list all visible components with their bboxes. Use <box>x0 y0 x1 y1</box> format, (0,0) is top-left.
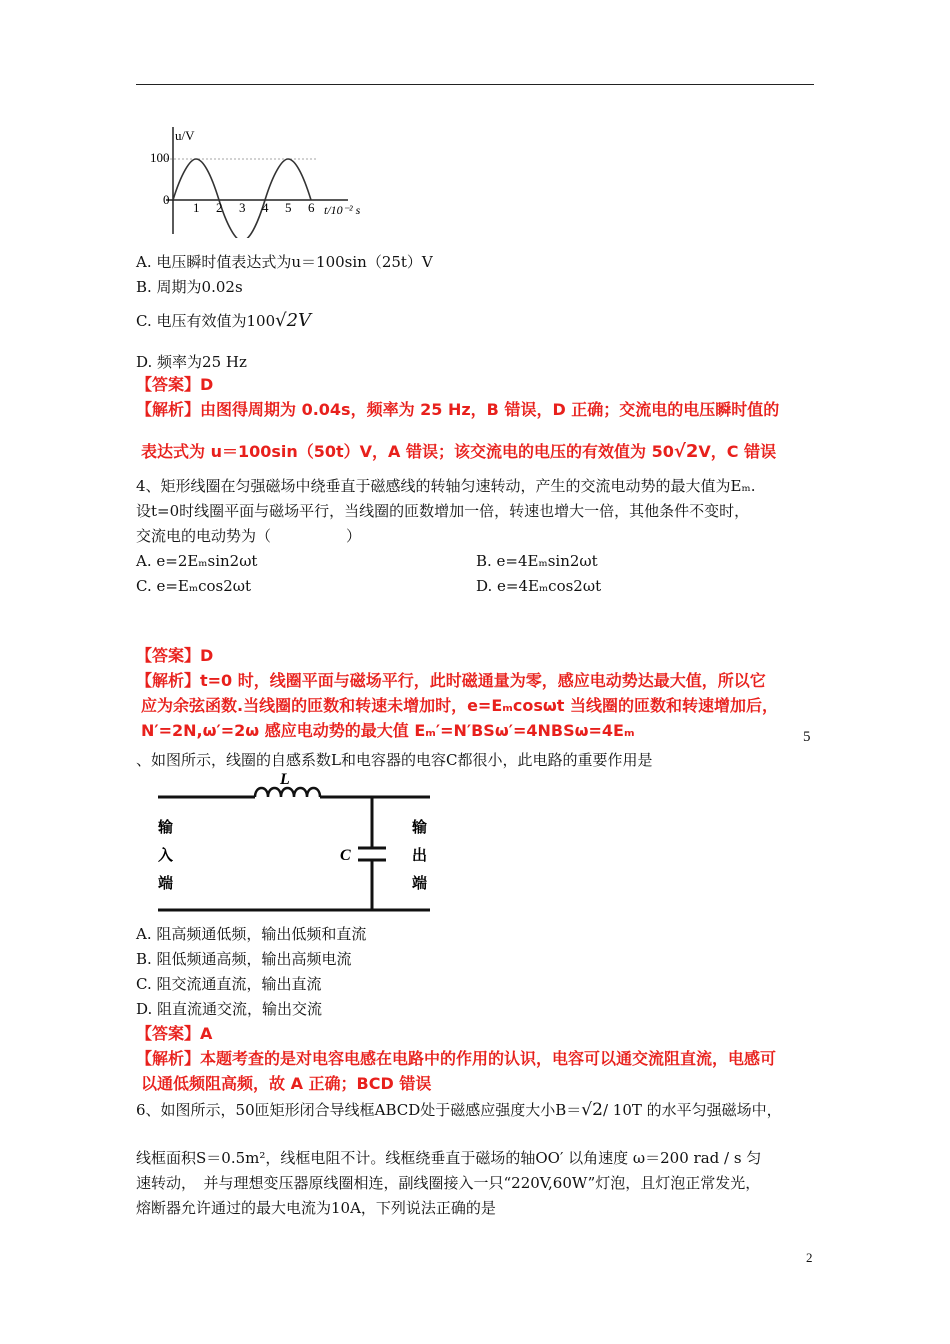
x-tick-4: 4 <box>262 200 269 215</box>
q4-option-b: B. e=4Eₘsin2ωt <box>476 552 598 570</box>
x-tick-1: 1 <box>193 200 200 215</box>
inductor-coil <box>255 788 320 797</box>
x-tick-6: 6 <box>308 200 315 215</box>
q5-analysis-line1: 【解析】本题考查的是对电容电感在电路中的作用的认识，电容可以通交流阻直流，电感可 <box>136 1049 777 1068</box>
page-number: 2 <box>806 1250 813 1265</box>
q4-stem-line2: 设t=0时线圈平面与磁场平行，当线圈的匝数增加一倍，转速也增大一倍，其他条件不变时， <box>136 502 750 520</box>
q5-option-d: D. 阻直流通交流，输出交流 <box>136 1000 323 1018</box>
q3-answer: 【答案】D <box>136 375 214 394</box>
q3-option-c-text: C. 电压有效值为100 <box>136 312 276 330</box>
q4-answer: 【答案】D <box>136 646 214 665</box>
q3-option-d: D. 频率为25 Hz <box>136 353 247 371</box>
capacitor-label: C <box>340 847 351 864</box>
q3-option-b: B. 周期为0.02s <box>136 278 243 296</box>
q4-analysis-line3: N′=2N,ω′=2ω 感应电动势的最大值 Eₘ′=N′BSω′=4NBSω=4Eₘ <box>141 721 635 740</box>
q4-stem-line3: 交流电的电动势为（ ） <box>136 527 362 545</box>
origin-label: 0 <box>163 192 170 207</box>
q3-analysis-text: 表达式为 u＝100sin（50t）V，A 错误；该交流电的电压的有效值为 50 <box>141 442 674 461</box>
input-label-1: 输 <box>158 820 174 836</box>
q6-stem-line3: 速转动， 并与理想变压器原线圈相连，副线圈接入一只“220V,60W”灯泡，且灯泡正常发光， <box>136 1174 761 1192</box>
y-axis-label: u/V <box>175 128 195 143</box>
voltage-time-graph <box>148 122 378 238</box>
inductor-label: L <box>280 771 290 788</box>
q3-option-c-sqrt: √2V <box>275 310 312 331</box>
output-label-1: 输 <box>412 820 428 836</box>
q4-option-d: D. e=4Eₘcos2ωt <box>476 577 602 595</box>
x-tick-3: 3 <box>239 200 246 215</box>
x-tick-2: 2 <box>216 200 223 215</box>
q5-stem: 、如图所示，线圈的自感系数L和电容器的电容C都很小，此电路的重要作用是 <box>136 751 653 769</box>
q4-analysis-line2: 应为余弦函数.当线圈的匝数和转速未增加时，e=Eₘcosωt 当线圈的匝数和转速增加后， <box>141 696 779 715</box>
q4-analysis-line1: 【解析】t=0 时，线圈平面与磁场平行，此时磁通量为零，感应电动势达最大值，所以它 <box>136 671 766 690</box>
lc-circuit-diagram <box>150 770 440 920</box>
q3-option-a: A. 电压瞬时值表达式为u＝100sin（25t）V <box>136 253 433 271</box>
sine-curve <box>173 159 311 238</box>
q3-analysis-sqrt: √2 <box>673 441 699 462</box>
q3-analysis-line1: 【解析】由图得周期为 0.04s，频率为 25 Hz，B 错误，D 正确；交流电的电压瞬时值的 <box>136 400 780 419</box>
x-tick-5: 5 <box>285 200 292 215</box>
input-label-2: 入 <box>158 848 174 864</box>
output-label-3: 端 <box>412 876 428 892</box>
q5-option-a: A. 阻高频通低频，输出低频和直流 <box>136 925 367 943</box>
q5-option-b: B. 阻低频通高频，输出高频电流 <box>136 950 352 968</box>
q5-analysis-line2: 以通低频阻高频，故 A 正确；BCD 错误 <box>141 1074 432 1093</box>
q6-stem-line2: 线框面积S＝0.5m²，线框电阻不计。线框绕垂直于磁场的轴OO′ 以角速度 ω＝200 rad / s 匀 <box>136 1149 762 1167</box>
q4-option-a: A. e=2Eₘsin2ωt <box>136 552 258 570</box>
q6-stem-suffix: / 10T 的水平匀强磁场中， <box>602 1101 782 1119</box>
q3-option-c <box>136 311 311 331</box>
input-label-3: 端 <box>158 876 174 892</box>
q4-stem-line1: 4、矩形线圈在匀强磁场中绕垂直于磁感线的转轴匀速转动，产生的交流电动势的最大值为Eₘ. <box>136 477 756 495</box>
q5-option-c: C. 阻交流通直流，输出直流 <box>136 975 322 993</box>
output-label-2: 出 <box>412 848 428 864</box>
q6-stem-sqrt: √2 <box>581 1100 603 1120</box>
q5-answer: 【答案】A <box>136 1024 213 1043</box>
q6-stem-line4: 熔断器允许通过的最大电流为10A，下列说法正确的是 <box>136 1199 496 1217</box>
q6-stem-line1 <box>136 1100 782 1120</box>
q3-analysis-suffix: V，C 错误 <box>698 442 777 461</box>
q4-option-c: C. e=Eₘcos2ωt <box>136 577 252 595</box>
q3-analysis-line2 <box>141 442 776 462</box>
q6-stem-text: 6、如图所示，50匝矩形闭合导线框ABCD处于磁感应强度大小B＝ <box>136 1101 582 1119</box>
x-axis-label: t/10⁻² s <box>324 203 361 217</box>
header-rule <box>136 84 814 85</box>
q5-number: 5 <box>803 729 811 745</box>
y-tick-100: 100 <box>150 150 170 165</box>
